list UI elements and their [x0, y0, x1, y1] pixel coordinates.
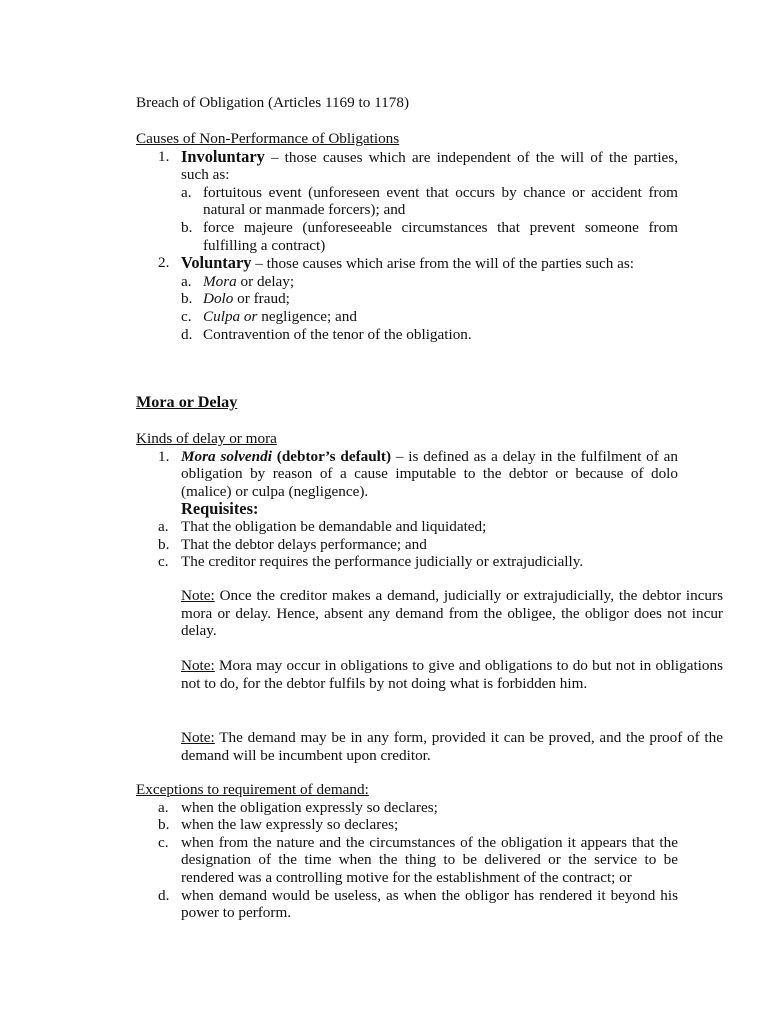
note-paragraph: [136, 729, 723, 764]
causes-item-voluntary: [136, 254, 678, 273]
sub-item: [136, 184, 678, 219]
exception-marker: b.: [158, 816, 170, 834]
exception-item: [136, 834, 678, 887]
requisite-marker: b.: [158, 535, 170, 553]
item-term-qualifier: (debtor’s default): [271, 447, 392, 465]
sub-item-term: Culpa or: [203, 307, 258, 325]
exceptions-section: [136, 781, 678, 922]
sub-item-marker: a.: [181, 272, 192, 290]
requisites-label: Requisites:: [181, 499, 259, 519]
note-text: Mora may occur in obligations to give and obligations to do but not in obligations not to do, for the debtor fulfils by not doing what is forbidden him.: [181, 657, 723, 692]
sub-item-marker: c.: [181, 307, 192, 325]
requisite-item: [136, 518, 678, 536]
sub-item: [136, 326, 678, 344]
sub-item-text: Contravention of the tenor of the obligation.: [203, 325, 472, 343]
mora-kinds-section: [136, 430, 678, 571]
requisite-item: [136, 536, 678, 554]
requisite-item: [136, 553, 678, 571]
sub-item: [136, 308, 678, 326]
exception-marker: a.: [158, 798, 169, 816]
note-label: Note:: [181, 729, 215, 746]
exception-item: [136, 799, 678, 817]
mora-heading: Mora or Delay: [136, 393, 238, 411]
sub-item-term: Dolo: [203, 290, 234, 308]
sub-item-text: force majeure (unforeseeable circumstances that prevent someone from fulfilling a contract): [203, 218, 678, 254]
sub-item-text: fortuitous event (unforeseen event that occurs by chance or accident from natural or manmade forcers); and: [203, 183, 678, 219]
requisite-marker: c.: [158, 553, 169, 571]
sub-item-text: or fraud;: [233, 290, 290, 308]
item-number: 1.: [158, 447, 170, 465]
note-paragraph: [136, 657, 723, 692]
sub-item: [136, 219, 678, 254]
item-number: 2.: [158, 254, 170, 272]
document-title: Breach of Obligation (Articles 1169 to 1178): [136, 94, 410, 111]
sub-item-marker: a.: [181, 183, 192, 201]
requisite-marker: a.: [158, 517, 169, 535]
sub-item-term: Mora: [203, 272, 237, 290]
exception-marker: d.: [158, 886, 170, 904]
sub-item: [136, 273, 678, 291]
exception-text: when demand would be useless, as when the obligor has rendered it beyond his power to perform.: [181, 886, 678, 922]
requisite-text: That the debtor delays performance; and: [181, 535, 427, 553]
sub-item-text: negligence; and: [257, 307, 357, 325]
note-paragraph: [136, 587, 723, 640]
sub-item-text: or delay;: [236, 272, 295, 290]
item-term: Involuntary: [181, 146, 265, 166]
note-label: Note:: [181, 657, 215, 674]
exception-text: when the law expressly so declares;: [181, 816, 399, 834]
sub-item: [136, 290, 678, 308]
sub-item-marker: d.: [181, 325, 193, 343]
exception-item: [136, 887, 678, 922]
exception-item: [136, 816, 678, 834]
note-text: Once the creditor makes a demand, judicially or extrajudicially, the debtor incurs mora or delay. Hence, absent any demand from the obligee, the obligor does not incur delay.: [181, 587, 723, 640]
requisite-text: That the obligation be demandable and liquidated;: [181, 517, 487, 535]
requisite-text: The creditor requires the performance judicially or extrajudicially.: [181, 553, 584, 571]
mora-solvendi-item: [136, 448, 678, 518]
item-description: – those causes which arise from the will of the parties such as:: [251, 255, 634, 273]
causes-item-involuntary: [136, 148, 678, 184]
item-term: Voluntary: [181, 253, 252, 273]
note-text: The demand may be in any form, provided it can be proved, and the proof of the demand will be incumbent upon creditor.: [181, 729, 723, 764]
exceptions-heading: Exceptions to requirement of demand:: [136, 781, 369, 798]
exception-text: when from the nature and the circumstances of the obligation it appears that the designation of the time when the thing to be delivered or the service to be rendered was a controlling motive for the establishment of the contract; or: [181, 833, 678, 886]
sub-item-marker: b.: [181, 218, 193, 236]
item-description: – those causes which are independent of the will of the parties, such as:: [181, 148, 678, 184]
sub-item-marker: b.: [181, 290, 193, 308]
kinds-heading: Kinds of delay or mora: [136, 430, 277, 447]
causes-section: [136, 130, 678, 343]
item-number: 1.: [158, 147, 170, 165]
item-term: Mora solvendi: [181, 447, 272, 465]
exception-marker: c.: [158, 833, 169, 851]
causes-heading: Causes of Non-Performance of Obligations: [136, 130, 400, 147]
exception-text: when the obligation expressly so declares;: [181, 798, 438, 816]
item-description: – is defined as a delay in the fulfilment of an obligation by reason of a cause imputable to the debtor or because of dolo (malice) or culpa (negligence).: [181, 447, 678, 500]
note-label: Note:: [181, 587, 215, 604]
